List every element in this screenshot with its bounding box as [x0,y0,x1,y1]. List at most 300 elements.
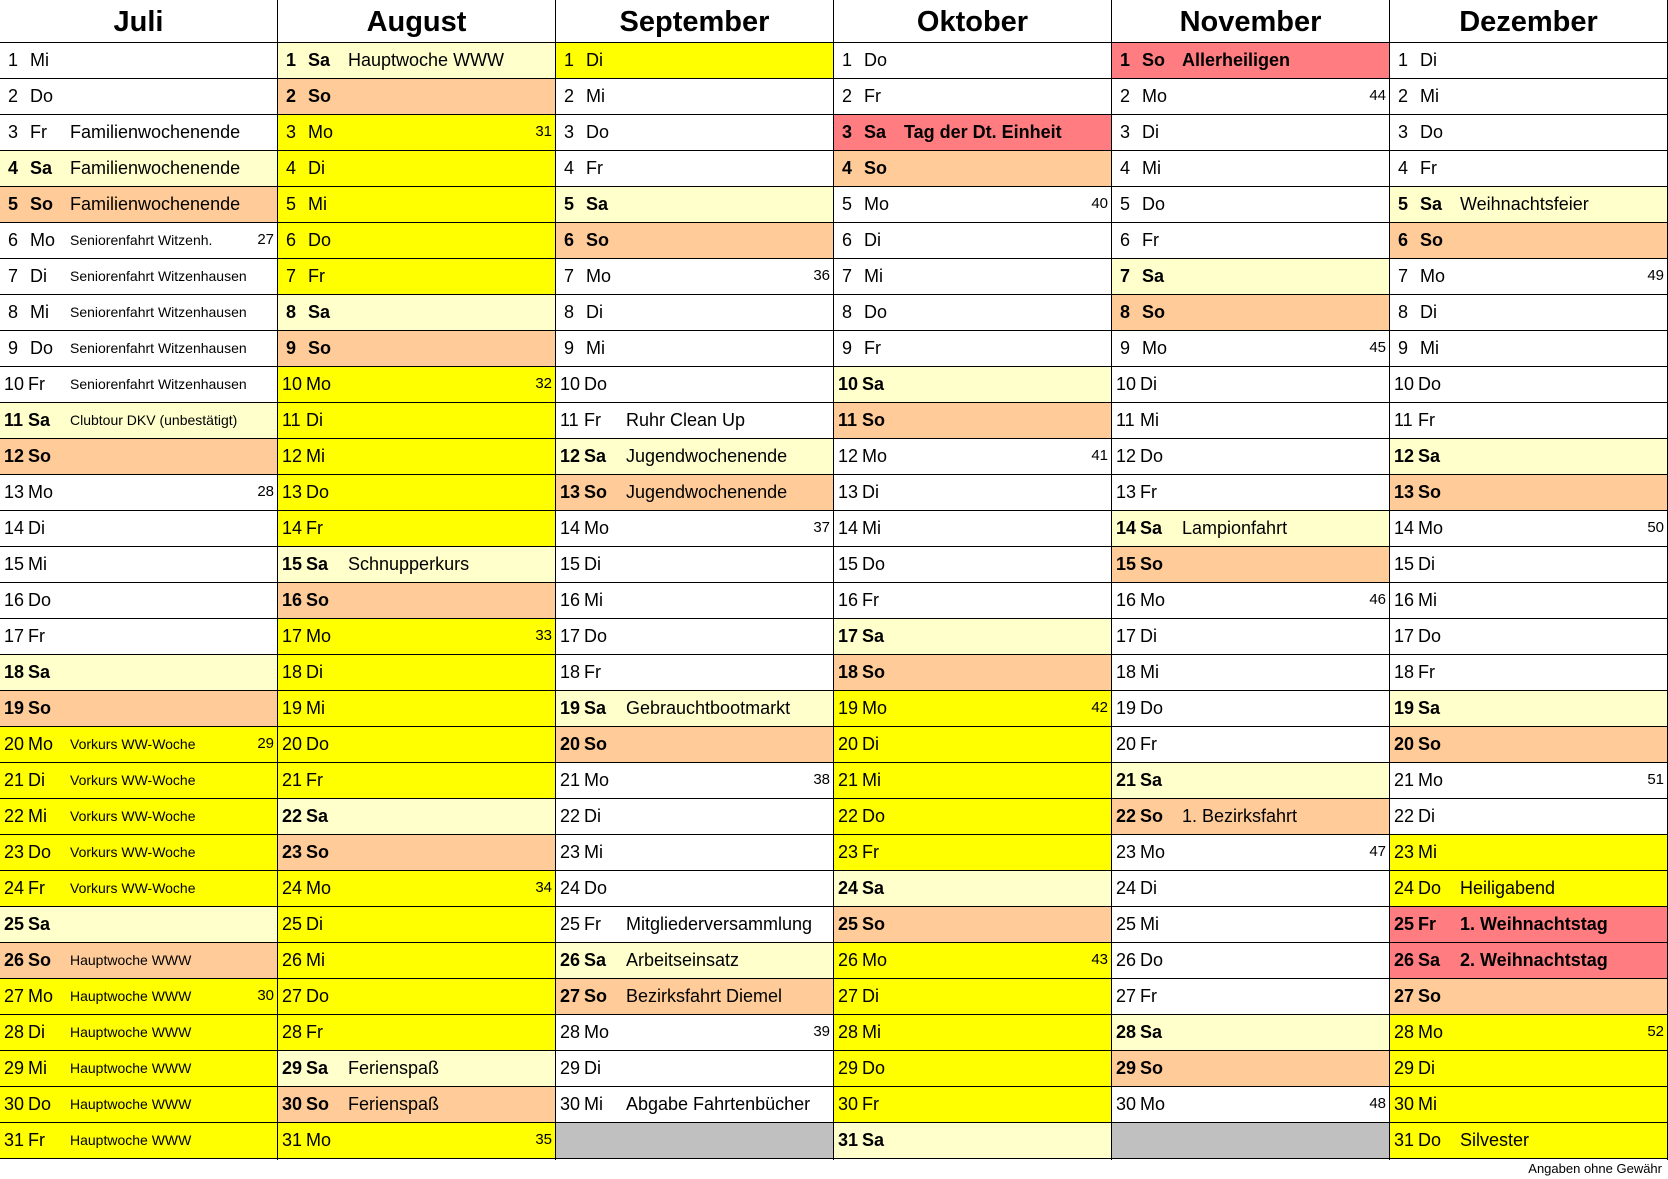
weekday-label: Do [28,590,52,610]
day-number: 29 [4,1058,25,1078]
day-cell [1112,475,1389,511]
weekday-label: Mi [1140,410,1159,430]
day-number: 3 [842,122,853,142]
event-label: Mitgliederversammlung [626,914,813,934]
week-number: 29 [257,735,274,752]
day-cell [1112,655,1389,691]
month-header: Dezember [1390,0,1667,43]
day-number: 18 [1116,662,1137,682]
day-number: 15 [838,554,859,574]
day-cell [556,475,833,511]
weekday-label: Di [1420,50,1437,70]
event-label: Hauptwoche WWW [70,1096,192,1112]
event-label: Silvester [1460,1130,1530,1150]
day-cell [1112,691,1389,727]
day-number: 3 [286,122,297,142]
event-label: Seniorenfahrt Witzenh. [70,232,213,248]
day-number: 21 [838,770,859,790]
day-number: 14 [1394,518,1415,538]
day-number: 7 [8,266,19,286]
weekday-label: Di [306,914,323,934]
day-number: 28 [1394,1022,1415,1042]
weekday-label: So [1140,554,1164,574]
day-cell [556,979,833,1015]
weekday-label: Mo [1142,86,1168,106]
day-cell [0,223,277,259]
day-number: 17 [282,626,303,646]
day-number: 8 [842,302,853,322]
weekday-label: Mo [306,1130,332,1150]
weekday-label: Di [584,806,601,826]
day-number: 6 [1120,230,1131,250]
day-cell [1390,331,1667,367]
day-number: 16 [560,590,581,610]
day-cell [1390,1051,1667,1087]
day-number: 3 [564,122,575,142]
weekday-label: Mi [1420,86,1439,106]
weekday-label: Fr [1418,914,1436,934]
day-cell [834,835,1111,871]
day-cell [834,403,1111,439]
day-number: 25 [838,914,859,934]
event-label: Vorkurs WW-Woche [70,844,196,860]
day-number: 18 [838,662,859,682]
day-cell [556,511,833,547]
day-cell [0,439,277,475]
day-number: 17 [1116,626,1137,646]
day-cell [834,259,1111,295]
day-number: 31 [838,1130,859,1150]
day-cell [278,583,555,619]
day-number: 27 [1116,986,1137,1006]
weekday-label: Sa [586,194,609,214]
day-cell [1390,979,1667,1015]
day-number: 26 [838,950,859,970]
day-cell [1112,835,1389,871]
day-cell [278,331,555,367]
weekday-label: Fr [28,626,45,646]
event-label: Vorkurs WW-Woche [70,772,196,788]
column-divider [1111,0,1112,1160]
day-number: 24 [1394,878,1415,898]
day-cell [0,259,277,295]
day-number: 21 [560,770,581,790]
day-cell [1112,295,1389,331]
day-number: 30 [838,1094,859,1114]
day-cell [556,691,833,727]
day-cell [0,727,277,763]
weekday-label: Di [1420,302,1437,322]
week-number: 41 [1091,447,1108,464]
day-cell [556,763,833,799]
day-number: 24 [560,878,581,898]
weekday-label: Do [28,842,52,862]
event-label: Hauptwoche WWW [70,1060,192,1076]
day-number: 20 [560,734,581,754]
day-cell [834,1051,1111,1087]
day-number: 27 [4,986,25,1006]
day-number: 13 [560,482,581,502]
day-number: 17 [838,626,859,646]
day-cell [834,799,1111,835]
event-label: Seniorenfahrt Witzenhausen [70,304,247,320]
day-number: 29 [1116,1058,1137,1078]
day-number: 9 [1120,338,1131,358]
day-cell [0,1015,277,1051]
day-cell [834,151,1111,187]
day-number: 19 [1116,698,1137,718]
week-number: 47 [1369,843,1386,860]
weekday-label: Di [30,266,47,286]
weekday-label: Di [1140,374,1157,394]
day-number: 2 [842,86,853,106]
weekday-label: Fr [862,590,879,610]
weekday-label: So [306,590,330,610]
day-number: 9 [8,338,19,358]
weekday-label: Di [586,302,603,322]
weekday-label: Mo [28,482,54,502]
day-number: 22 [838,806,859,826]
day-number: 13 [4,482,25,502]
weekday-label: Fr [586,158,603,178]
day-number: 7 [1120,266,1131,286]
weekday-label: Do [1418,374,1442,394]
weekday-label: Do [1140,698,1164,718]
day-cell [1390,115,1667,151]
weekday-label: Fr [584,662,601,682]
weekday-label: Sa [306,1058,329,1078]
day-cell [834,115,1111,151]
day-cell [0,691,277,727]
day-cell [834,907,1111,943]
day-cell [556,907,833,943]
day-number: 14 [560,518,581,538]
day-number: 8 [1120,302,1131,322]
day-number: 12 [282,446,303,466]
month-header: November [1112,0,1389,43]
day-number: 31 [4,1130,25,1150]
event-label: Jugendwochenende [626,446,788,466]
week-number: 45 [1369,339,1386,356]
day-number: 15 [560,554,581,574]
day-number: 3 [8,122,19,142]
event-label: Familienwochenende [70,122,241,142]
weekday-label: Fr [28,878,45,898]
weekday-label: Do [306,734,330,754]
weekday-label: So [1142,302,1166,322]
day-cell [1112,511,1389,547]
day-cell [278,547,555,583]
day-cell [834,79,1111,115]
weekday-label: So [306,1094,330,1114]
day-cell [1112,115,1389,151]
weekday-label: Do [862,1058,886,1078]
weekday-label: Do [1418,878,1442,898]
column-divider [833,0,834,1160]
day-number: 31 [1394,1130,1415,1150]
weekday-label: Fr [1140,734,1157,754]
weekday-label: Mo [862,698,888,718]
day-cell [0,979,277,1015]
holiday-label: 2. Weihnachtstag [1460,950,1608,970]
weekday-label: Do [30,86,54,106]
day-number: 9 [1398,338,1409,358]
day-cell [0,115,277,151]
week-number: 50 [1647,519,1664,536]
day-cell [1390,835,1667,871]
weekday-label: Sa [584,446,607,466]
weekday-label: Mi [1142,158,1161,178]
weekday-label: Di [864,230,881,250]
weekday-label: Fr [864,338,881,358]
event-label: Hauptwoche WWW [70,988,192,1004]
day-number: 5 [286,194,297,214]
weekday-label: Mo [1140,842,1166,862]
weekday-label: Mi [308,194,327,214]
day-number: 17 [1394,626,1415,646]
weekday-label: Mi [28,554,47,574]
day-number: 5 [564,194,575,214]
weekday-label: So [584,986,608,1006]
day-number: 18 [282,662,303,682]
week-number: 36 [813,267,830,284]
weekday-label: Sa [28,410,51,430]
day-cell [1390,151,1667,187]
day-cell [278,439,555,475]
day-cell [0,547,277,583]
day-number: 2 [1398,86,1409,106]
weekday-label: Do [306,482,330,502]
month-header: September [556,0,833,43]
weekday-label: Sa [1420,194,1443,214]
weekday-label: Fr [28,374,45,394]
day-number: 17 [4,626,25,646]
event-label: Seniorenfahrt Witzenhausen [70,340,247,356]
day-number: 9 [564,338,575,358]
day-cell [834,295,1111,331]
weekday-label: Do [1418,626,1442,646]
day-cell [556,367,833,403]
day-number: 2 [564,86,575,106]
day-cell [0,295,277,331]
day-cell [834,439,1111,475]
event-label: Lampionfahrt [1182,518,1288,538]
day-cell [278,1015,555,1051]
event-label: Abgabe Fahrtenbücher [626,1094,811,1114]
weekday-label: Mo [306,878,332,898]
day-cell [1112,1015,1389,1051]
day-cell [0,1051,277,1087]
column-divider [555,0,556,1160]
day-cell [556,403,833,439]
weekday-label: Sa [1418,446,1441,466]
day-number: 4 [8,158,19,178]
day-cell [0,151,277,187]
day-number: 4 [564,158,575,178]
day-number: 30 [4,1094,25,1114]
weekday-label: Sa [1140,518,1163,538]
day-number: 7 [286,266,297,286]
day-number: 7 [564,266,575,286]
day-cell [0,403,277,439]
week-number: 39 [813,1023,830,1040]
weekday-label: So [1418,482,1442,502]
day-number: 12 [1394,446,1415,466]
day-number: 3 [1120,122,1131,142]
weekday-label: Fr [28,1130,45,1150]
weekday-label: Mo [1418,1022,1444,1042]
day-number: 18 [560,662,581,682]
weekday-label: Di [1140,626,1157,646]
day-cell [0,799,277,835]
weekday-label: Mi [1418,1094,1437,1114]
day-number: 4 [1398,158,1409,178]
day-number: 6 [8,230,19,250]
day-number: 8 [8,302,19,322]
week-number: 34 [535,879,552,896]
day-number: 24 [282,878,303,898]
day-number: 12 [1116,446,1137,466]
day-number: 25 [4,914,25,934]
day-cell [556,1015,833,1051]
weekday-label: Sa [862,374,885,394]
day-number: 17 [560,626,581,646]
holiday-label: 1. Weihnachtstag [1460,914,1608,934]
day-number: 2 [1120,86,1131,106]
day-number: 21 [4,770,25,790]
weekday-label: Di [308,158,325,178]
day-cell [834,547,1111,583]
day-cell [1390,691,1667,727]
day-number: 6 [842,230,853,250]
day-number: 13 [1116,482,1137,502]
weekday-label: Mi [864,266,883,286]
day-number: 24 [838,878,859,898]
week-number: 51 [1647,771,1664,788]
day-number: 30 [560,1094,581,1114]
weekday-label: Fr [864,86,881,106]
day-number: 20 [282,734,303,754]
day-cell [1112,547,1389,583]
weekday-label: Do [864,50,888,70]
week-number: 38 [813,771,830,788]
day-cell [1390,79,1667,115]
day-number: 27 [838,986,859,1006]
day-number: 29 [1394,1058,1415,1078]
day-number: 22 [1394,806,1415,826]
weekday-label: Do [584,878,608,898]
holiday-label: Tag der Dt. Einheit [904,122,1062,142]
day-number: 7 [1398,266,1409,286]
event-label: Vorkurs WW-Woche [70,736,196,752]
column-divider [277,0,278,1160]
weekday-label: Sa [862,878,885,898]
day-number: 10 [838,374,859,394]
day-number: 15 [4,554,25,574]
weekday-label: Di [584,554,601,574]
day-cell [1112,223,1389,259]
day-number: 12 [4,446,25,466]
day-cell [278,79,555,115]
day-cell [1390,907,1667,943]
day-cell [1112,187,1389,223]
week-number: 28 [257,483,274,500]
holiday-label: Allerheiligen [1182,50,1291,70]
day-cell [278,223,555,259]
day-number: 28 [282,1022,303,1042]
day-number: 11 [4,410,24,430]
day-number: 20 [838,734,859,754]
day-number: 20 [1116,734,1137,754]
day-cell [834,187,1111,223]
weekday-label: Mi [584,590,603,610]
day-cell [1390,475,1667,511]
day-cell [278,799,555,835]
weekday-label: Di [586,50,603,70]
day-number: 15 [1394,554,1415,574]
day-cell [556,547,833,583]
weekday-label: Mi [862,770,881,790]
day-cell [0,943,277,979]
day-number: 13 [282,482,303,502]
weekday-label: So [862,914,886,934]
weekday-label: Mi [28,1058,47,1078]
day-cell [1112,943,1389,979]
event-label: Familienwochenende [70,158,241,178]
weekday-label: Mo [28,986,54,1006]
weekday-label: Mo [1140,590,1166,610]
day-cell [1390,943,1667,979]
day-cell [278,403,555,439]
day-cell [278,43,555,79]
weekday-label: Sa [308,50,331,70]
day-number: 11 [560,410,579,430]
weekday-label: Sa [308,302,331,322]
week-number: 27 [257,231,274,248]
day-cell [278,1087,555,1123]
weekday-label: Do [1420,122,1444,142]
week-number: 44 [1369,87,1386,104]
week-number: 37 [813,519,830,536]
weekday-label: Fr [584,410,601,430]
event-label: Vorkurs WW-Woche [70,880,196,896]
weekday-label: So [30,194,54,214]
weekday-label: Sa [306,554,329,574]
day-cell [1112,403,1389,439]
day-cell [556,187,833,223]
weekday-label: Fr [1140,482,1157,502]
weekday-label: Sa [862,626,885,646]
day-cell [1112,151,1389,187]
weekday-label: Fr [1418,410,1435,430]
day-cell [0,475,277,511]
day-number: 19 [1394,698,1415,718]
day-number: 25 [1394,914,1415,934]
weekday-label: Di [1418,554,1435,574]
day-cell [0,511,277,547]
day-number: 16 [838,590,859,610]
day-cell [556,943,833,979]
weekday-label: Do [862,554,886,574]
weekday-label: Mi [1140,662,1159,682]
day-number: 18 [1394,662,1415,682]
event-label: Jugendwochenende [626,482,788,502]
event-label: Vorkurs WW-Woche [70,808,196,824]
day-cell [278,259,555,295]
day-cell [834,511,1111,547]
day-number: 9 [286,338,297,358]
day-cell [1390,295,1667,331]
